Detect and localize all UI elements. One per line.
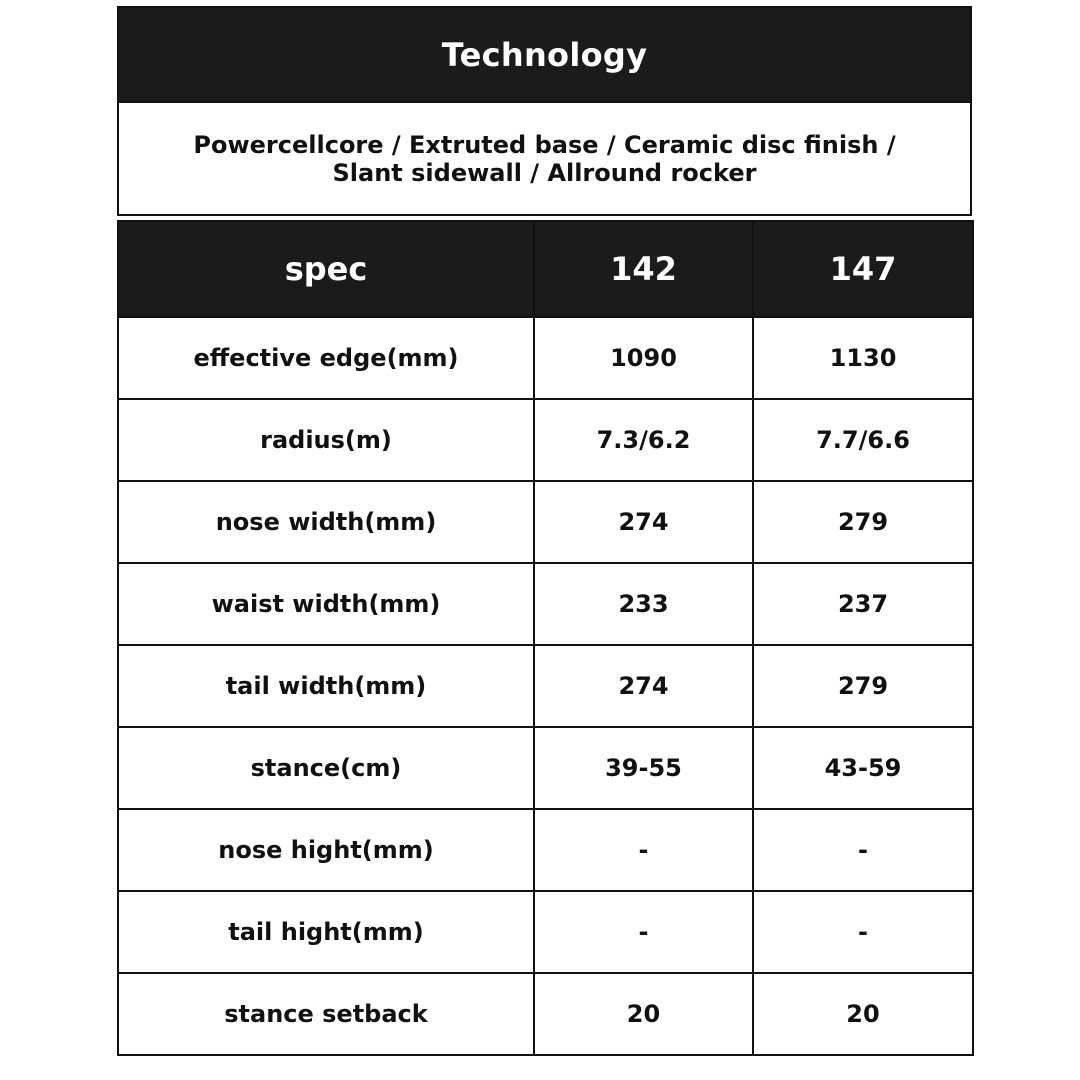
technology-line-2: Slant sidewall / Allround rocker [332, 158, 757, 187]
spec-header-size-147: 147 [753, 221, 973, 317]
technology-line-1: Powercellcore / Extruted base / Ceramic disc finish / [193, 130, 896, 159]
table-cell: 43-59 [753, 727, 973, 809]
row-label: tail width(mm) [118, 645, 534, 727]
table-cell: 1130 [753, 317, 973, 399]
table-cell: 7.3/6.2 [534, 399, 753, 481]
table-cell: 7.7/6.6 [753, 399, 973, 481]
spec-header-label: spec [118, 221, 534, 317]
row-label: nose width(mm) [118, 481, 534, 563]
table-cell: 1090 [534, 317, 753, 399]
table-cell: 274 [534, 481, 753, 563]
table-row [118, 645, 973, 727]
table-cell: 39-55 [534, 727, 753, 809]
table-row [118, 317, 973, 399]
table-cell: 279 [753, 481, 973, 563]
technology-header [117, 6, 972, 103]
technology-description [117, 103, 972, 216]
row-label: tail hight(mm) [118, 891, 534, 973]
table-cell: - [534, 809, 753, 891]
spec-sheet [117, 6, 972, 1056]
table-cell: 237 [753, 563, 973, 645]
table-cell: - [534, 891, 753, 973]
table-row [118, 563, 973, 645]
spec-header-size-142: 142 [534, 221, 753, 317]
table-row [118, 973, 973, 1055]
table-row [118, 809, 973, 891]
technology-title: Technology [441, 35, 648, 74]
row-label: effective edge(mm) [118, 317, 534, 399]
row-label: radius(m) [118, 399, 534, 481]
table-cell: 279 [753, 645, 973, 727]
table-cell: 20 [753, 973, 973, 1055]
table-row [118, 399, 973, 481]
table-row [118, 891, 973, 973]
table-cell: 20 [534, 973, 753, 1055]
row-label: stance setback [118, 973, 534, 1055]
table-cell: - [753, 891, 973, 973]
row-label: stance(cm) [118, 727, 534, 809]
row-label: nose hight(mm) [118, 809, 534, 891]
table-row [118, 481, 973, 563]
spec-header-row [118, 221, 973, 317]
table-cell: - [753, 809, 973, 891]
row-label: waist width(mm) [118, 563, 534, 645]
table-cell: 233 [534, 563, 753, 645]
table-row [118, 727, 973, 809]
table-cell: 274 [534, 645, 753, 727]
spec-table [117, 220, 974, 1056]
